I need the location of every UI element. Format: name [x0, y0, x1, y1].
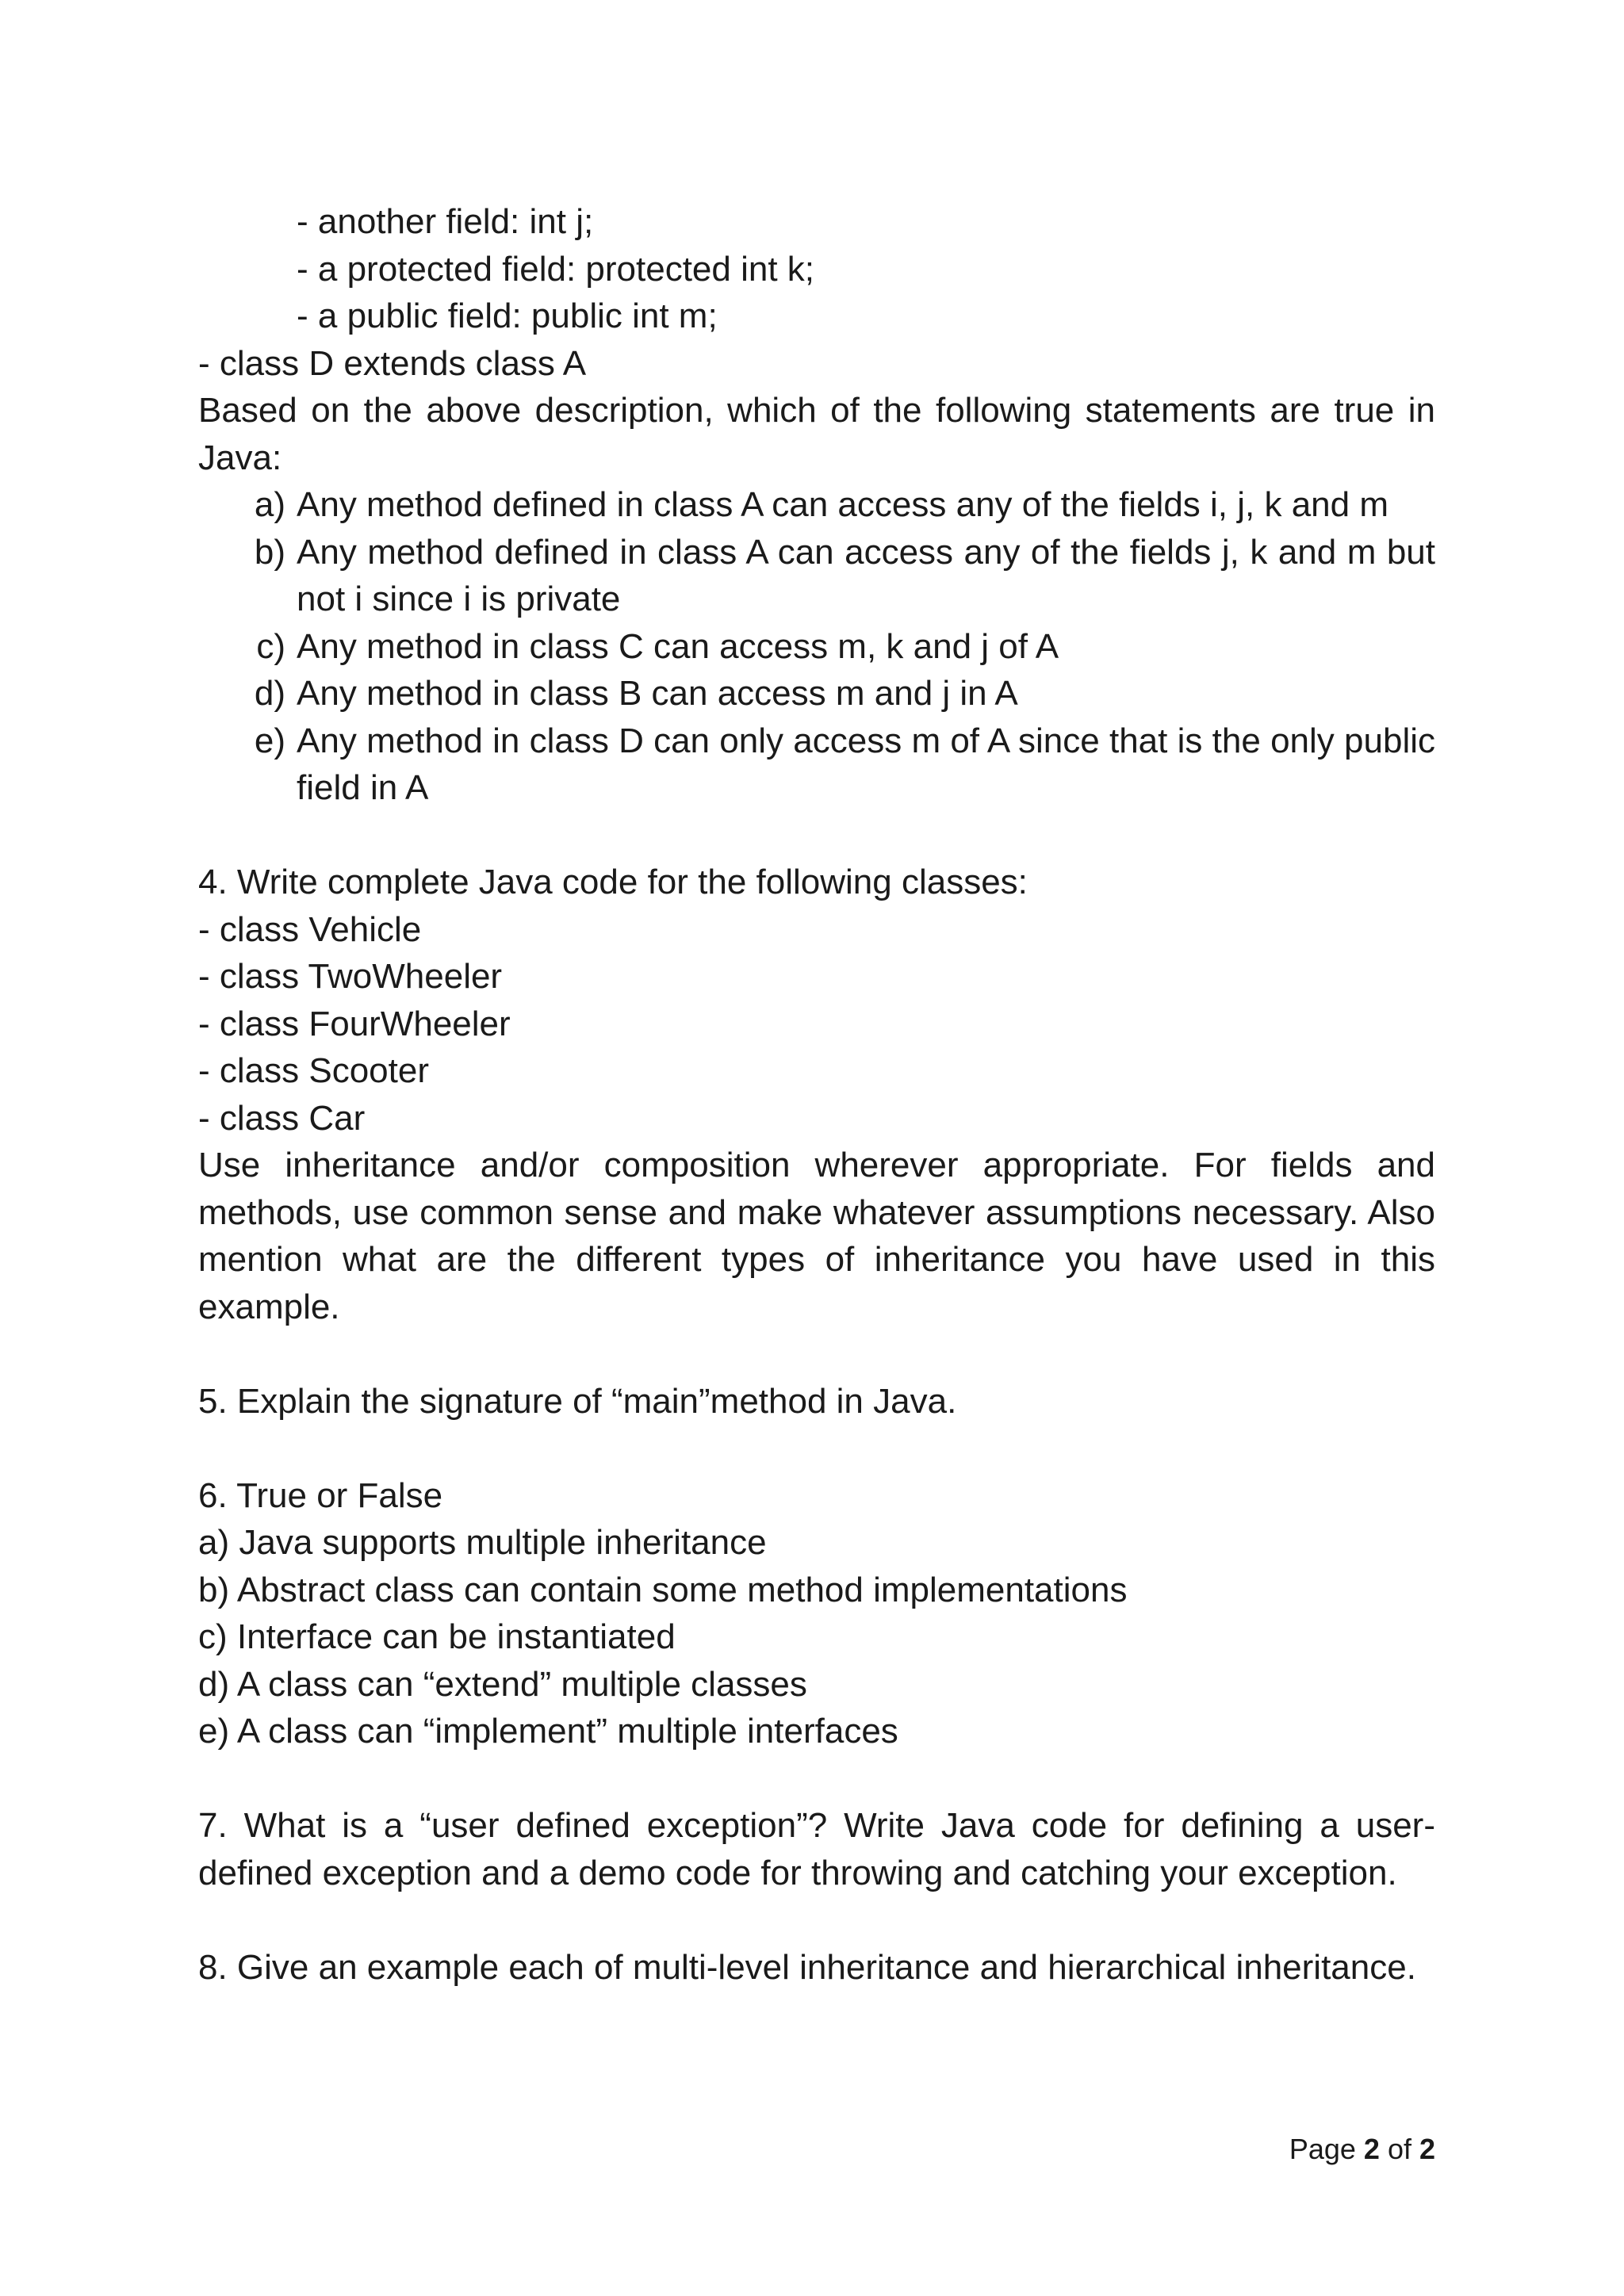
option-label: b): [254, 532, 285, 572]
page-number-footer: [1289, 2133, 1435, 2166]
field-item-m: - a public field: public int m;: [297, 297, 718, 335]
option-text-cont: field in A: [297, 768, 429, 807]
q6-item-e: e) A class can “implement” multiple interfaces: [198, 1712, 898, 1751]
option-text-cont: not i since i is private: [297, 580, 621, 618]
q4-para-line2: methods, use common sense and make whatever assumptions necessary. Also: [198, 1192, 1435, 1232]
spacer: [198, 1755, 1435, 1803]
q4-para-line1: Use inheritance and/or composition wherever appropriate. For fields and: [198, 1146, 1435, 1184]
q6-item-d: d) A class can “extend” multiple classes: [198, 1664, 807, 1704]
q4-para-line3: mention what are the different types of inheritance you have used in this: [198, 1240, 1435, 1279]
q4-class-car: - class Car: [198, 1098, 366, 1138]
spacer: [198, 1330, 1435, 1378]
option-text: Any method defined in class A can access any of the fields i, j, k and m: [297, 485, 1388, 524]
option-label: d): [254, 674, 285, 713]
class-d-line: - class D extends class A: [198, 343, 587, 383]
q5-text: 5. Explain the signature of “main”method in Java.: [198, 1381, 957, 1421]
spacer: [198, 1425, 1435, 1472]
q4-class-twowheeler: - class TwoWheeler: [198, 957, 503, 996]
q6-item-c: c) Interface can be instantiated: [198, 1617, 676, 1656]
q4-class-scooter: - class Scooter: [198, 1051, 429, 1090]
q3-prompt-line2: Java:: [198, 438, 282, 477]
q4-class-vehicle: - class Vehicle: [198, 909, 422, 949]
option-label: c): [256, 626, 285, 666]
field-item-j: - another field: int j;: [297, 202, 594, 241]
q3-option-c: [198, 623, 1435, 671]
spacer: [198, 812, 1435, 859]
q4-class-fourwheeler: - class FourWheeler: [198, 1004, 511, 1043]
footer-prefix: Page: [1289, 2133, 1364, 2165]
q3-option-a: [198, 481, 1435, 529]
footer-total-pages: 2: [1419, 2133, 1435, 2165]
q4-title: 4. Write complete Java code for the following classes:: [198, 863, 1028, 901]
option-text: Any method in class C can access m, k and j of A: [297, 626, 1059, 666]
spacer: [198, 1896, 1435, 1944]
q4-para-line4: example.: [198, 1287, 340, 1326]
option-text: Any method defined in class A can access any of the fields j, k and m but: [297, 532, 1435, 572]
q3-option-e: [198, 718, 1435, 812]
q6-title: 6. True or False: [198, 1475, 443, 1515]
q3-option-d: [198, 670, 1435, 718]
document-page: [198, 198, 1435, 1991]
q3-prompt-line1: Based on the above description, which of the following statements are true in: [198, 391, 1435, 430]
q7-line2: defined exception and a demo code for throwing and catching your exception.: [198, 1853, 1397, 1892]
footer-current-page: 2: [1363, 2133, 1380, 2165]
q7-line1: 7. What is a “user defined exception”? Write Java code for defining a user-: [198, 1806, 1435, 1845]
option-label: e): [254, 721, 285, 760]
option-label: a): [254, 485, 285, 524]
q6-item-b: b) Abstract class can contain some method implementations: [198, 1570, 1128, 1609]
q6-item-a: a) Java supports multiple inheritance: [198, 1523, 767, 1562]
option-text: Any method in class D can only access m of A since that is the only public: [297, 721, 1435, 760]
option-text: Any method in class B can access m and j in A: [297, 674, 1018, 713]
field-item-k: - a protected field: protected int k;: [297, 249, 815, 289]
q8-text: 8. Give an example each of multi-level inheritance and hierarchical inheritance.: [198, 1947, 1416, 1987]
footer-middle: of: [1379, 2133, 1419, 2165]
q3-option-b: [198, 529, 1435, 623]
